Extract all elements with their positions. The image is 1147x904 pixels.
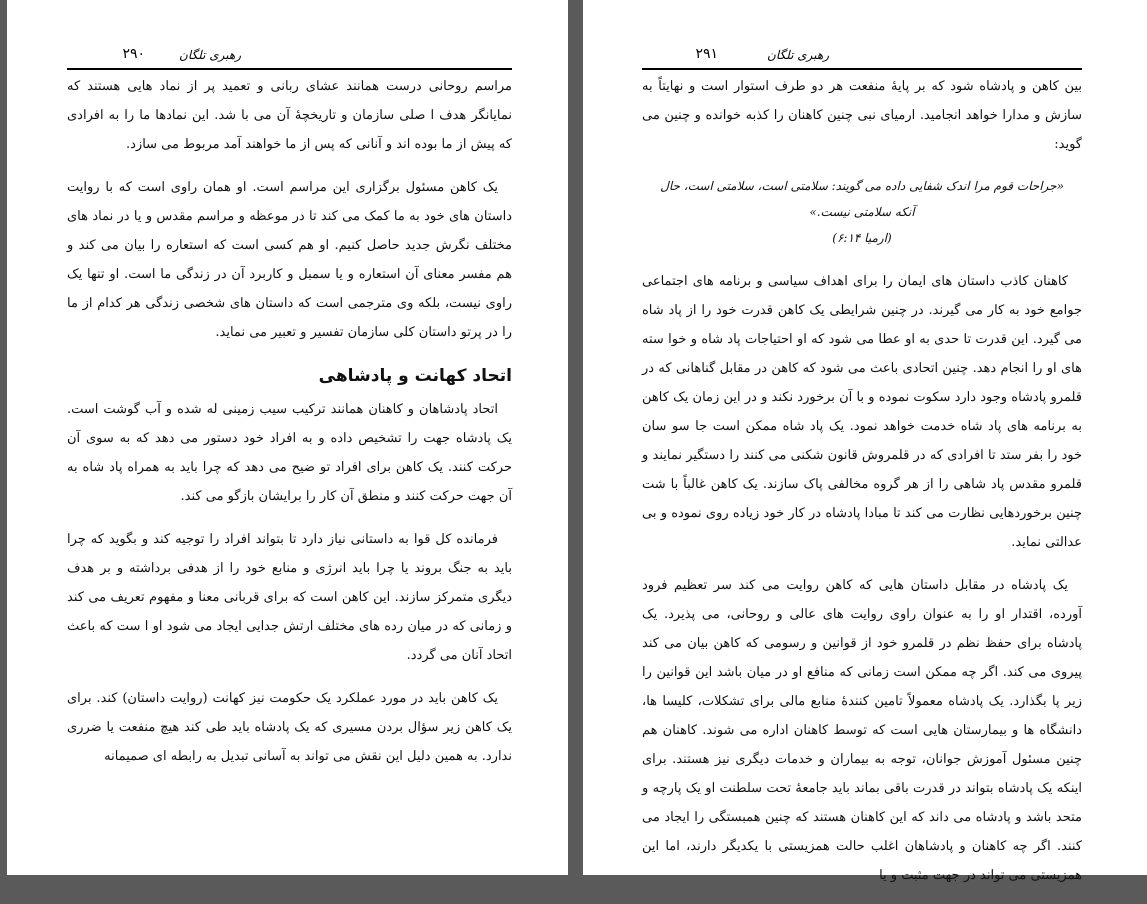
running-title: رهبری تلگان xyxy=(179,48,241,62)
quote-line: «جراحات قوم مرا اندک شفایی داده می گویند: سلامتی است، سلامتی است، حال xyxy=(660,179,1064,193)
page-number: ۲۹۰ xyxy=(122,46,145,62)
left-page xyxy=(7,0,568,875)
right-page-body xyxy=(642,72,1082,904)
left-page-header xyxy=(67,44,512,70)
quote-citation: (ارمیا ۶:۱۴) xyxy=(832,231,892,245)
right-page-header xyxy=(642,44,1082,70)
paragraph: اتحاد پادشاهان و کاهنان همانند ترکیب سیب زمینی له شده و آب گوشت است. یک پادشاه جهت را تشخیص داده و به افراد خود دستور می دهد که به سوی آن حرکت کنند. یک کاهن برای افراد تو ضیح می دهد که چرا باید به همراه پاد شاه به آن جهت حرکت کنند و منطق آن کار را برایشان بازگو می کند. xyxy=(67,402,512,504)
section-heading: اتحاد کهانت و پادشاهی xyxy=(318,366,512,386)
paragraph: بین کاهن و پادشاه شود که بر پایهٔ منفعت هر دو طرف استوار است و نهایتاً به سازش و مدارا خواهد انجامید. ارمیای نبی چنین کاهنان را کذبه خوانده و چنین می گوید: xyxy=(642,79,1082,152)
right-page xyxy=(583,0,1147,883)
running-title: رهبری تلگان xyxy=(767,48,829,62)
paragraph: کاهنان کاذب داستان های ایمان را برای اهداف سیاسی و برنامه های اجتماعی جوامع خود به کار می گیرند. در چنین شرایطی یک کاهن قدرت خود را از پاد شاه می گیرد. این قدرت تا حدی به او عطا می شود که او احتیاجات پاد شاه و خوا سته های او را انجام دهد. چنین اتحادی باعث می شود که کاهن در مقابل گناهانی که در قلمرو پادشاه وجود دارد سکوت نموده و با آن برخورد نکند و در این زمان یک کاهن به برنامه های پاد شاه خدمت خواهد نمود. یک پاد شاه ممکن است جا سو سان خود را بفر ستد تا افرادی که در قلمروش قانون شکنی می کنند را دستگیر نمایند و قلمرو مقدس پاد شاهی را از هر گروه مخالفی پاک سازند. یک کاهن غالباً با شت چنین برخوردهایی نظارت می کند تا مبادا پادشاه در کار خود زیاده روی نموده و بی عدالتی نماید. xyxy=(642,274,1082,550)
left-page-body xyxy=(67,72,512,785)
paragraph: یک پادشاه در مقابل داستان هایی که کاهن روایت می کند سر تعظیم فرود آورده، اقتدار او را به عنوان راوی روایت های عالی و روحانی، می پذیرد. یک پادشاه برای حفظ نظم در قلمرو خود از قوانین و رسومی که کاهن بیان می کند پیروی می کند. اگر چه ممکن است زمانی که منافع او در میان باشد این قوانین را زیر پا بگذارد. یک پادشاه معمولاً تامین کنندهٔ منابع مالی برای تشکلات، کلیسا ها، دانشگاه ها و بیمارستان هایی است که توسط کاهنان اداره می شوند. کاهنان هم چنین مسئول آموزش جوانان، توجه به بیماران و خدمات دیگری نیز هستند. برای اینکه یک پادشاه بتواند در قدرت باقی بماند باید جامعهٔ تحت سلطنت او یک پارچه و متحد باشد و پادشاه می داند که این کاهنان هستند که چنین همبستگی را ایجاد می کنند. اگر چه کاهنان و پادشاهان اغلب حالت همزیستی با یکدیگر دارند، اما این همزیستی می تواند در جهت مثبت و یا xyxy=(642,578,1082,883)
scripture-quote xyxy=(642,173,1082,251)
page-number: ۲۹۱ xyxy=(695,46,718,62)
paragraph: فرمانده کل قوا به داستانی نیاز دارد تا بتواند افراد را توجیه کند و بگوید که چرا باید به جنگ بروند یا چرا باید انرژی و منابع خود را از هدفی برداشته و بر هدف دیگری متمرکز سازند. این کاهن است که برای قربانی معنا و مفهوم تعریف می کند و زمانی که در میان رده های مختلف ارتش جدایی ایجاد می شود او ا ست که باعث اتحاد آنان می گردد. xyxy=(67,532,512,663)
quote-line: آنکه سلامتی نیست.» xyxy=(809,205,915,219)
paragraph: یک کاهن مسئول برگزاری این مراسم است. او همان راوی است که با روایت داستان های خود به ما کمک می کند تا در موعظه و مراسم مقدس و یا در نماد های مختلف نگرش جدید حاصل کنیم. او هم کسی است که استعاره را بیان می کند و هم مفسر معنای آن استعاره و یا سمبل و کاربرد آن در زندگی ما است. او تنها یک راوی نیست، بلکه وی مترجمی است که داستان های شخصی زندگی هر کدام از ما را در پرتو داستان کلی سازمان تفسیر و تعبیر می نماید. xyxy=(67,180,512,340)
paragraph: یک کاهن باید در مورد عملکرد یک حکومت نیز کهانت (روایت داستان) کند. برای یک کاهن زیر سؤال بردن مسیری که یک پادشاه باید طی کند هیچ منفعت یا ضرری ندارد. به همین دلیل این نقش می تواند به آسانی تبدیل به رابطه ای صمیمانه xyxy=(67,691,512,764)
paragraph: مراسم روحانی درست همانند عشای ربانی و تعمید پر از نماد هایی هستند که نمایانگر هدف ا صلی سازمان و تاریخچهٔ آن می با شد. این نمادها ما را به افرادی که پیش از ما بوده اند و آنانی که پس از ما خواهند آمد مربوط می سازد. xyxy=(67,79,512,152)
